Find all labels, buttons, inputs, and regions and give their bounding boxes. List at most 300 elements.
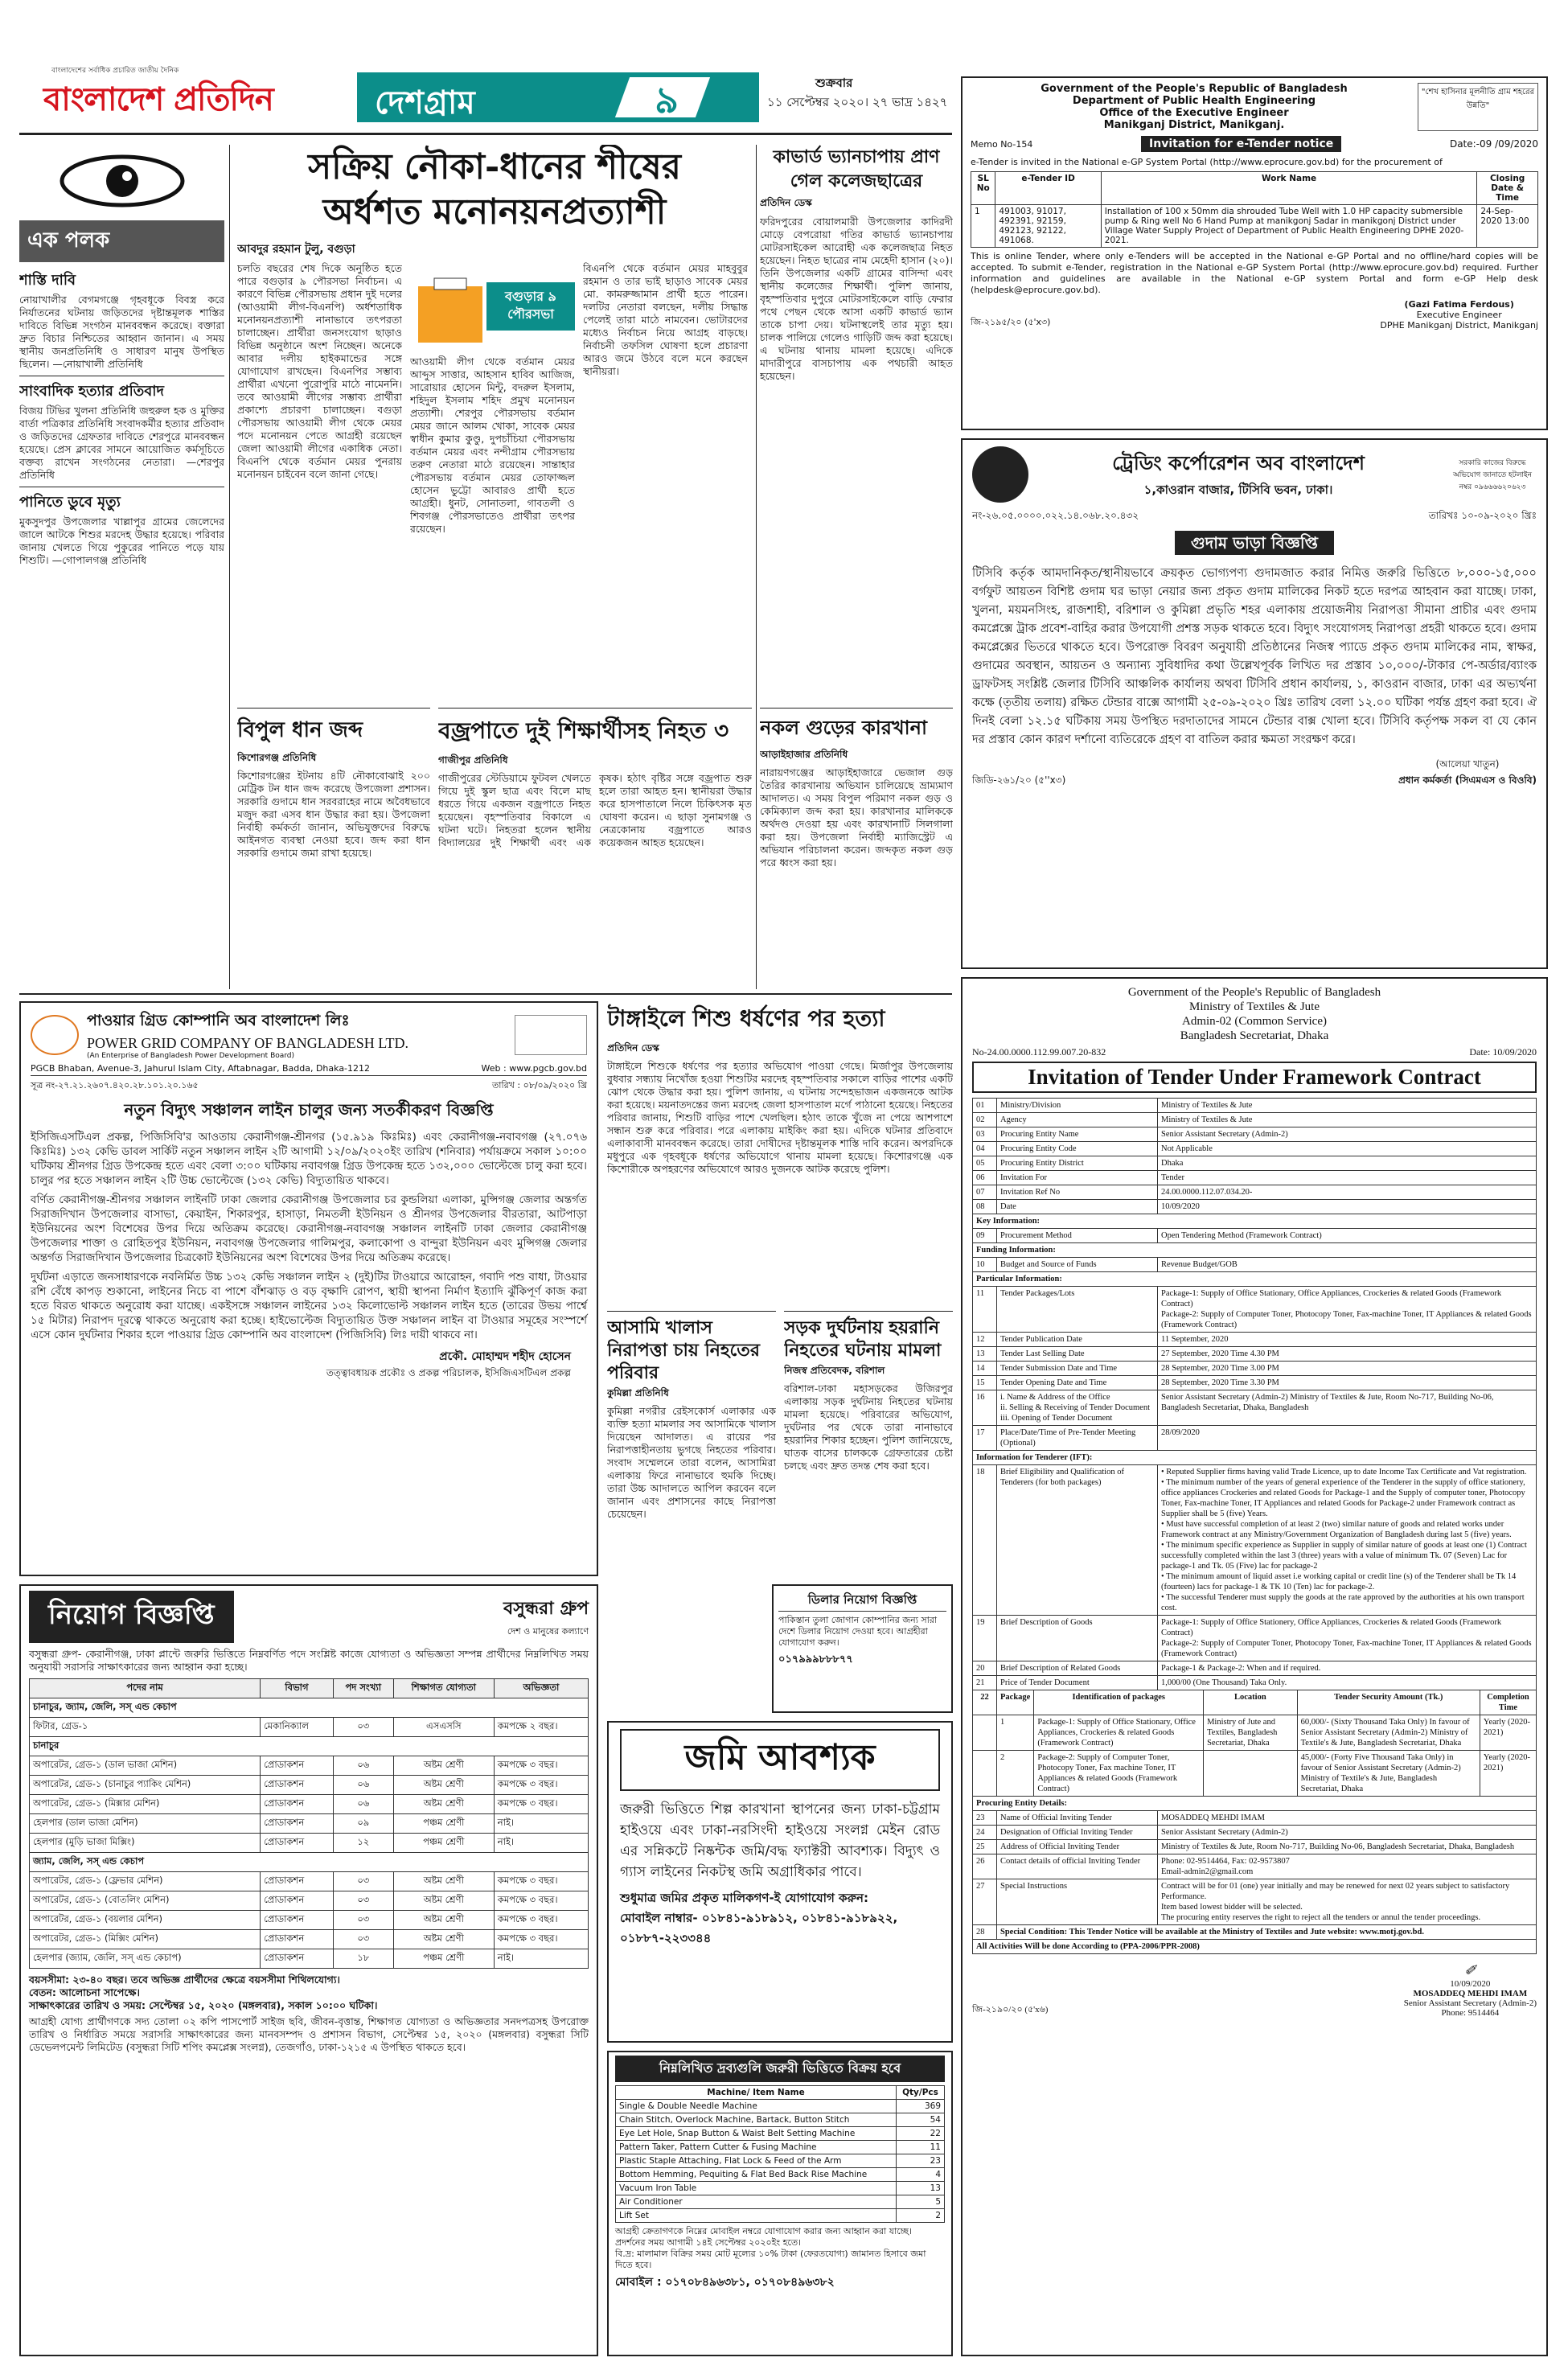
- lead-headline: সক্রিয় নৌকা-ধানের শীষের অর্ধশত মনোনয়নপ্রত্যাশী: [308, 146, 681, 232]
- table-row: [973, 1854, 1537, 1879]
- tcb-ad: ট্রেডিং কর্পোরেশন অব বাংলাদেশ ১,কাওরান বাজার, টিসিবি ভবন, ঢাকা। সরকারি কাজের বিরুদ্ধে অভিযোগ জানাতে হটলাইন নম্বর ০৯৬৬৬৬২০৬২৩ নং-২৬.০৫.০০০০.০২২.১৪.০৬৮.২০.৪৩২ তারিখঃ ১০-০৯-২০২০ খ্রিঃ গুদাম ভাড়া বিজ্ঞপ্তি টিসিবি কর্তৃক আমদানিকৃত/স্থানীয়ভাবে ক্রয়কৃত ভোগ্যপণ্য গুদামজাত করার নিমিত্ত জরুরি ভিত্তিতে ৮,০০০-১৫,০০০ বর্গফুট আয়তন বিশিষ্ট গুদাম ঘর ভাড়া নেয়ার জন্য প্রকৃত গুদাম মালিকের নিকট হতে দরপত্র আহবান করা যাচ্ছে। ঢাকা, খুলনা, ময়মনসিংহ, রাজশাহী, বরিশাল ও কুমিল্লা প্রভৃতি শহর এলাকায় প্রয়োজনীয় নিরাপত্তা সীমানা প্রাচীর এবং গুদাম কমপ্লেক্সে ট্রাক প্রবেশ-বাহির করার উপযোগী প্রশস্ত সড়ক থাকতে হবে। বিদ্যুৎ সংযোগসহ নিরাপত্তা প্রহরী থাকতে হবে। গুদাম কমপ্লেক্সের ভিতরে থাকতে হবে। উপরোক্ত বিবরণ অনুযায়ী প্রতিষ্ঠানের নিজস্ব প্যাডে প্রকৃত গুদাম মালিকের নাম, স্বাক্ষর, গুদামের অবস্থান, আয়তন ও অন্যান্য সুবিধাদির কথা উল্লেখপূর্বক লিখিত দর প্রস্তাব ১০,০০০/-টাকার পে-অর্ডার/ব্যাংক ড্রাফটসহ সংশ্লিষ্ট জেলার টিসিবি আঞ্চলিক কার্যালয় অথবা টিসিবি প্রধান কার্যালয়, ১, কাওরান বাজার, ঢাকা এর অভ্যর্থনা কক্ষে (তৃতীয় তলায়) রক্ষিত টেন্ডার বাক্সে আগামী ২৫-০৯-২০২০ খ্রিঃ তারিখ বেলা ১২.০০ ঘটিকা পর্যন্ত গ্রহণ করা হবে। ঐ দিনই বেলা ১২.১৫ ঘটিকায় সময় উপস্থিত দরদাতাদের সামনে টেন্ডার বাক্স খোলা হবে। টিসিবি কর্তৃপক্ষ সকল বা যে কোন দর প্রস্তাব কোন কারণ দর্শানো ব্যতিরেকে গ্রহণ বা বাতিল করার ক্ষমতা সংরক্ষণ করে। জিডি-২৬১/২০ (৫''x৩) (আলেয়া খাতুন) প্রধান কর্মকর্তা (সিএমএস ও বিওবি): [961, 438, 1548, 969]
- table-cell: Special Instructions: [997, 1879, 1158, 1925]
- table-cell: 16: [973, 1390, 997, 1426]
- niyog-table: [29, 1678, 589, 1969]
- table-row: [616, 2141, 945, 2154]
- lead-byline: আবদুর রহমান টুলু, বগুড়া: [237, 243, 355, 256]
- eye-icon: [19, 145, 224, 217]
- table-cell: অপারেটর, গ্রেড-১ (বয়লার মেশিন): [30, 1911, 261, 1930]
- table-cell: Dhaka: [1158, 1156, 1537, 1171]
- textiles-info-table: [972, 1098, 1537, 1690]
- table-cell: 14: [973, 1362, 997, 1376]
- table-cell: Agency: [997, 1113, 1158, 1127]
- table-cell: Ministry of Textiles & Jute: [1158, 1113, 1537, 1127]
- table-row: [973, 1465, 1537, 1616]
- table-row: [30, 1776, 589, 1795]
- table-cell: 369: [897, 2100, 945, 2113]
- table-row: [973, 1185, 1537, 1200]
- table-cell: MOSADDEQ MEHDI IMAM: [1158, 1811, 1537, 1826]
- table-row: [30, 1834, 589, 1853]
- table-cell: Not Applicable: [1158, 1142, 1537, 1156]
- textiles-package-table: [972, 1690, 1537, 1797]
- table-cell: Senior Assistant Secretary (Admin-2): [1158, 1826, 1537, 1840]
- table-header: অভিজ্ঞতা: [494, 1679, 588, 1698]
- kabhard-headline: কাভার্ড ভ্যানচাপায় প্রাণ গেল কলেজছাত্রের: [773, 146, 940, 191]
- table-cell: 27 September, 2020 Time 4.30 PM: [1158, 1347, 1537, 1362]
- table-row: [30, 1718, 589, 1737]
- table-cell: মেকানিক্যাল: [261, 1718, 334, 1737]
- table-cell: Invitation Ref No: [997, 1185, 1158, 1200]
- table-cell: Pattern Taker, Pattern Cutter & Fusing Machine: [616, 2141, 897, 2154]
- table-cell: Package-1: Supply of Office Stationary, Office Appliances, Crockeries & related Goods (Framework Contract) Package-2: Supply of Computer Toner, Photocopy Toner, Fax-machine Toner, IT Appliances & related Goods (Framework Contract): [1158, 1287, 1537, 1333]
- table-cell: Open Tendering Method (Framework Contract): [1158, 1229, 1537, 1243]
- table-cell: Tender: [1158, 1171, 1537, 1185]
- table-cell: ০৬: [333, 1776, 393, 1795]
- signature: ✐: [1463, 1962, 1476, 1978]
- table-cell: Price of Tender Document: [997, 1676, 1158, 1690]
- table-cell: প্রোডাকশন: [261, 1814, 334, 1834]
- table-cell: হেলপার (ডাল ভাজা মেশিন): [30, 1814, 261, 1834]
- tcb-logo: [972, 446, 1028, 503]
- table-cell: 19: [973, 1616, 997, 1661]
- table-cell: [973, 1751, 997, 1797]
- table-cell: Ministry of Textiles & Jute: [1158, 1099, 1537, 1113]
- table-row: [973, 1940, 1537, 1954]
- ballot-box-illustration: [410, 262, 575, 351]
- table-cell: পঞ্চম শ্রেণী: [393, 1834, 494, 1853]
- table-cell: Installation of 100 x 50mm dia shrouded Tube Well with 1.0 HP capacity submersible pump & Ring well No 6 Hand Pump at manikgonj Sadar in manikgonj District under Village Water Supply Project of Department of Public Health Engineering DPHE 2020-2021.: [1101, 205, 1477, 248]
- table-cell: কমপক্ষে ৩ বছর।: [494, 1795, 588, 1814]
- table-cell: কমপক্ষে ৩ বছর।: [494, 1930, 588, 1949]
- table-row: [616, 2154, 945, 2168]
- table-cell: Yearly (2020-2021): [1480, 1751, 1536, 1797]
- table-cell: কমপক্ষে ২ বছর।: [494, 1718, 588, 1737]
- table-header: SL No: [971, 172, 995, 205]
- table-row: [973, 1811, 1537, 1826]
- table-cell: 06: [973, 1171, 997, 1185]
- table-row: [30, 1930, 589, 1949]
- table-cell: Contract will be for 01 (one) year initially and may be renewed for next 02 years subject to satisfactory Performance. Item based lowest bidder will be selected. The procuring entity reserves the right to reject all the tenders or annul the tender proceedings.: [1158, 1879, 1537, 1925]
- dphe-notice-title: Invitation for e-Tender notice: [1141, 136, 1341, 152]
- table-cell: 23: [897, 2154, 945, 2168]
- table-section: জ্যাম, জেলি, সস্ এন্ড কেচাপ: [30, 1853, 589, 1872]
- table-cell: 28/09/2020: [1158, 1426, 1537, 1451]
- lead-body-col2: আওয়ামী লীগ থেকে বর্তমান মেয়র আব্দুস সাত্তার, আহসান হাবিব আজিজ, সারোয়ার হোসেন মিন্টু, বদরুল ইসলাম, শহিদুল ইসলাম শহিদ প্রমুখ মনোনয়ন প্রত্যাশী। শেরপুর পৌরসভায় বর্তমান মেয়র জানে আলম খোকা, সাবেক মেয়র স্বাধীন কুমার কুণ্ডু, দুপচাঁচিয়া পৌরসভায় বর্তমান মেয়র এবং নন্দীগ্রাম পৌরসভায় তরুণ নেতারা মাঠে রয়েছেন। সান্তাহার পৌরসভায় বর্তমান মেয়র তোফাজ্জল হোসেন ভুট্টো আবারও প্রার্থী হতে আগ্রহী। ধুনট, সোনাতলা, গাবতলী ও শিবগঞ্জ পৌরসভাতেও প্রার্থীরা তৎপর রয়েছেন।: [410, 355, 575, 535]
- sarak-story: সড়ক দুর্ঘটনায় হয়রানি নিহতের ঘটনায় মামলা নিজস্ব প্রতিবেদক, বরিশাল বরিশাল-ঢাকা মহাসড়কের উজিরপুর এলাকায় সড়ক দুর্ঘটনায় নিহতের ঘটনায় মামলা হয়েছে। পরিবারের অভিযোগ, দুর্ঘটনার পর থেকে তারা নানাভাবে হয়রানির শিকার হচ্ছেন। পুলিশ জানিয়েছে, ঘাতক বাসের চালককে গ্রেফতারের চেষ্টা চলছে এবং দ্রুত তদন্ত শেষ করা হবে।: [784, 1311, 953, 1576]
- table-cell: Single & Double Needle Machine: [616, 2100, 897, 2113]
- brand-logo: বাংলাদেশ প্রতিদিন: [43, 80, 273, 118]
- tcb-notice-title: গুদাম ভাড়া বিজ্ঞপ্তি: [1175, 531, 1334, 555]
- table-cell: 10: [973, 1258, 997, 1272]
- table-cell: Chain Stitch, Overlock Machine, Bartack, Button Stitch: [616, 2113, 897, 2127]
- table-header: পদ সংখ্যা: [333, 1679, 393, 1698]
- section-banner: [357, 72, 759, 122]
- table-cell: হেলপার (মুড়ি ভাজা মিক্সিং): [30, 1834, 261, 1853]
- table-cell: 04: [973, 1142, 997, 1156]
- table-cell: ০৩: [333, 1891, 393, 1911]
- table-row: [30, 1795, 589, 1814]
- table-row: [973, 1826, 1537, 1840]
- table-row: [973, 1156, 1537, 1171]
- table-cell: 11: [973, 1287, 997, 1333]
- kabhard-story: কাভার্ড ভ্যানচাপায় প্রাণ গেল কলেজছাত্রের প্রতিদিন ডেস্ক ফরিদপুরের বোয়ালমারী উপজেলার কাদিরদী মোড়ে বেপরোয়া গতির কাভার্ড ভ্যানচাপায় মোটরসাইকেল আরোহী এক কলেজছাত্র নিহত হয়েছেন। নিহত ছাত্রের নাম মেহেদী হাসান (২০)। তিনি উপজেলার একটি গ্রামের বাসিন্দা এবং স্থানীয় কলেজের শিক্ষার্থী। পুলিশ জানায়, বৃহস্পতিবার দুপুরে মোটরসাইকেলে বাড়ি ফেরার পথে পেছন থেকে আসা একটি কাভার্ড ভ্যান তাকে চাপা দেয়। ঘটনাস্থলেই তার মৃত্যু হয়। চালক পালিয়ে গেলেও গাড়িটি জব্দ করা হয়েছে। এ ঘটনায় থানায় মামলা হয়েছে। এদিকে মাদারীপুরে বাসচাপায় এক পথচারী আহত হয়েছেন।: [760, 146, 953, 382]
- land-title: জমি আবশ্যক: [620, 1729, 940, 1791]
- table-row: [973, 1925, 1537, 1940]
- table-section: Funding Information:: [973, 1243, 1537, 1258]
- table-cell: • Reputed Supplier firms having valid Trade Licence, up to date Income Tax Certificate and Vat registration. • The minimum number of the years of general experience of the Tenderer in the supply of office stationery, office appliances Crockeries and related Goods for Package-1 and the Supply of computer toner, Photocopy Toner, Fax-machine Toner, IT Appliances and related Goods for Package-2 under Framework contract as Supplier shall be 5 (five) Years. • Must have successful completion of at least 2 (two) similar nature of goods and related works under Framework contract at any Ministry/Government Organization of Bangladesh during last 5 (five) years. • The minimum specific experience as Supplier in supply of similar nature of goods at least one (1) Contract successfully completed within the last 3 (three) years with a value of minimum Tk. 07 (Seven) Lac for package-1 and Tk. 05 (Five) lac for package-2 • The minimum amount of liquid asset i.e working capital or credit line (s) of the Tenderer shall be Tk 14 (fourteen) lacs for package-1 & TK 10 (Ten) lac for package-2. • The successful Tenderer must supply the goods at the rate approved by the authorities at his own transport cost.: [1158, 1465, 1537, 1616]
- land-ad: জমি আবশ্যক জরুরী ভিত্তিতে শিল্প কারখানা স্থাপনের জন্য ঢাকা-চট্টগ্রাম হাইওয়ে এবং ঢাকা-নরসিংদী হাইওয়ে সংলগ্ন মেইন রোড এর সন্নিকটে নিষ্কন্টক জমি/বদ্ধ ফ্যাক্টরী আবশ্যক। বিদ্যুৎ ও গ্যাস লাইনের নিকটস্থ জমি অগ্রাধিকার পাবে। শুধুমাত্র জমির প্রকৃত মালিকগণ-ই যোগাযোগ করুন: মোবাইল নাম্বার- ০১৮৪১-৯১৮৯১২, ০১৮৪১-৯১৮৯২২, ০১৮৮৭-২২৩৩৪৪: [607, 1721, 953, 2043]
- table-row: [30, 1872, 589, 1891]
- table-row: [30, 1891, 589, 1911]
- table-cell: ০৩: [333, 1911, 393, 1930]
- table-cell: প্রোডাকশন: [261, 1930, 334, 1949]
- table-cell: 02: [973, 1113, 997, 1127]
- table-cell: Tender Packages/Lots: [997, 1287, 1158, 1333]
- table-cell: Senior Assistant Secretary (Admin-2): [1158, 1127, 1537, 1142]
- textiles-tender-ad: Government of the People's Republic of Bangladesh Ministry of Textiles & Jute Admin-02 (Common Service) Bangladesh Secretariat, Dhaka No-24.00.0000.112.99.007.20-832 Date: 10/09/2020 Invitation of Tender Under Framework Contract 01 Ministry/Division Ministry of Textiles & Jute 02 Agency Ministry of Textiles & Jute 03 Procuring Entity Name Senior Assistant Secretary (Admin-2) 04 Procuring Entity Code Not Applicable 05 Procuring Entity District Dhaka 06 Invitation For Tender 07 Invitation Ref No 24.00.0000.112.07.034.20- 08 Date 10/09/2020 Key Information: 09 Procurement Method Open Tendering Method (Framework Contract) Funding Information: 10 Budget and Source of Funds Revenue Budget/GOB Particular Information: 11 Tender Packages/Lots Package-1: Supply of Office Stationary, Office Appliances, Crockeries & related Goods (Framework Contract) Package-2: Supply of Computer Toner, Photocopy Toner, Fax-machine Toner, IT Appliances & related Goods (Framework Contract) 12 Tender Publication Date 11 September, 2020 13 Tender Last Selling Date 27 September, 2020 Time 4.30 PM 14 Tender Submission Date and Time 28 September, 2020 Time 3.00 PM 15 Tender Opening Date and Time 28 September, 2020 Time 3.30 PM 16 i. Name & Address of the Office ii. Selling & Receiving of Tender Document iii. Opening of Tender Document Senior Assistant Secretary (Admin-2) Ministry of Textiles & Jute, Room No-717, Building No-06, Bangladesh Secretariat, Dhaka, Bangladesh 17 Place/Date/Time of Pre-Tender Meeting (Optional) 28/09/2020 Information for Tenderer (IFT): 18 Brief Eligibility and Qualification of Tenderers (for both packages) • Reputed Supplier firms having valid Trade Licence, up to date Income Tax Certificate and Vat registration. • The minimum number of the years of general experience of the Tenderer in the supply of office stationery, office appliances Crockeries and related Goods for Package-1 and the Supply of computer toner, Photocopy Toner, Fax-machine Toner, IT Appliances and related Goods for Package-2 under Framework contract as Supplier shall be 5 (five) Years. • Must have successful completion of at least 2 (two) similar nature of goods and related works under Framework contract at any Ministry/Government Organization of Bangladesh during last 5 (five) years. • The minimum specific experience as Supplier in supply of similar nature of goods at least one (1) Contract successfully completed within the last 3 (three) years with a value of minimum Tk. 07 (Seven) Lac for package-1 and Tk. 05 (Five) lac for package-2 • The minimum amount of liquid asset i.e working capital or credit line (s) of the Tenderer shall be Tk 14 (fourteen) lacs for package-1 & TK 10 (Ten) lac for package-2. • The successful Tenderer must supply the goods at the rate approved by the authorities at his own transport cost. 19 Brief Description of Goods Package-1: Supply of Office Stationery, Office Appliances, Crockeries & related Goods (Framework Contract) Package-2: Supply of Computer Toner, Photocopy Toner, Fax-machine Toner, IT Appliances & related Goods (Framework Contract) 20 Brief Description of Related Goods Package-1 & Package-2: When and if required. 21 Price of Tender Document 1,000/00 (One Thousand) Taka Only. 22 Package Identification of packages Location Tender Security Amount (Tk.) Completion Time 1 Package-1: Supply of Office Stationary, Office Appliances, Crockeries & related Goods (Framework Contract) Ministry of Jute and Textiles, Bangladesh Secretariat, Dhaka 60,000/- (Sixty Thousand Taka Only) In favour of Senior Assistant Secretary (Admin-2) Ministry of Textile's & Jute, Bangladesh Secretariat, Dhaka Yearly (2020-2021) 2 Package-2: Supply of Computer Toner, Photocopy Toner, Fax machine Toner, IT Appliances & related Goods (Framework Contract) 45,000/- (Forty Five Thousand Taka Only) in favour of Senior Assistant Secretary (Admin-2) Ministry of Textile's & Jute, Bangladesh Secretariat, Dhaka Yearly (2020-2021) Procuring Entity Details: 23 Name of Official Inviting Tender MOSADDEQ MEHDI IMAM 24 Designation of Official Inviting Tender Senior Assistant Secretary (Admin-2) 25 Address of Official Inviting Tender Ministry of Textiles & Jute, Room No-717, Building No-06, Bangladesh Secretariat, Dhaka, Bangladesh 26 Contact details of official Inviting Tender Phone: 02-9514464, Fax: 02-9573807 Email-admin2@gmail.com 27 Special Instructions Contract will be for 01 (one) year initially and may be renewed for next 02 years subject to satisfactory Performance. Item based lowest bidder will be selected. The procuring entity reserves the right to reject all the tenders or annul the tender proceedings. 28 Special Condition: This Tender Notice will be available at the Ministry of Textiles and Jute website: www.motj.gov.bd. All Activities Will be done According to (PPA-2006/PPR-2008) জি-২১৯০/২০ (৫'x৬) ✐ 10/09/2020 MOSADDEQ MEHDI IMAM Senior Assistant Secretary (Admin-2) Phone: 9514464: [961, 977, 1548, 2356]
- table-row: [616, 2209, 945, 2223]
- table-cell: 2: [897, 2209, 945, 2223]
- table-cell: Name of Official Inviting Tender: [997, 1811, 1158, 1826]
- table-cell: ১৮: [333, 1949, 393, 1969]
- table-cell: প্রোডাকশন: [261, 1949, 334, 1969]
- lead-badge: বগুড়ার ৯ পৌরসভা: [505, 289, 556, 322]
- table-row: [973, 1426, 1537, 1451]
- table-cell: Bottom Hemming, Pequiting & Flat Bed Back Rise Machine: [616, 2168, 897, 2182]
- table-cell: Procuring Entity Code: [997, 1142, 1158, 1156]
- table-cell: 05: [973, 1156, 997, 1171]
- table-cell: কমপক্ষে ৩ বছর।: [494, 1911, 588, 1930]
- table-header: Machine/ Item Name: [616, 2086, 897, 2100]
- table-cell: নাই।: [494, 1814, 588, 1834]
- asami-story: আসামি খালাস নিরাপত্তা চায় নিহতের পরিবার কুমিল্লা প্রতিনিধি কুমিল্লা নগরীর রেইসকোর্স এলাকার এক ব্যক্তি হত্যা মামলার সব আসামিকে খালাস দিয়েছেন আদালত। এ রায়ের পর নিরাপত্তাহীনতায় ভুগছে নিহতের পরিবার। সংবাদ সম্মেলনে তারা বলেন, আসামিরা এলাকায় ফিরে নানাভাবে হুমকি দিচ্ছে। তারা উচ্চ আদালতে আপিল করবেন বলে জানান এবং প্রশাসনের কাছে নিরাপত্তা চেয়েছেন।: [607, 1311, 776, 1576]
- table-section: Key Information:: [973, 1214, 1537, 1229]
- table-cell: Phone: 02-9514464, Fax: 02-9573807 Email-admin2@gmail.com: [1158, 1854, 1537, 1879]
- table-cell: Yearly (2020-2021): [1480, 1715, 1536, 1751]
- table-row: [616, 2100, 945, 2113]
- table-cell: প্রোডাকশন: [261, 1911, 334, 1930]
- table-cell: পঞ্চম শ্রেণী: [393, 1949, 494, 1969]
- table-row: [973, 1751, 1537, 1797]
- table-cell: অপারেটর, গ্রেড-১ (ডাল ভাজা মেশিন): [30, 1756, 261, 1776]
- table-cell: Designation of Official Inviting Tender: [997, 1826, 1158, 1840]
- table-cell: i. Name & Address of the Office ii. Selling & Receiving of Tender Document iii. Opening of Tender Document: [997, 1390, 1158, 1426]
- table-cell: 1,000/00 (One Thousand) Taka Only.: [1158, 1676, 1537, 1690]
- table-cell: Procuring Entity District: [997, 1156, 1158, 1171]
- lead-story: [237, 145, 752, 708]
- table-cell: 24-Sep-2020 13:00: [1477, 205, 1538, 248]
- table-cell: এসএসসি: [393, 1718, 494, 1737]
- table-cell: ০৩: [333, 1718, 393, 1737]
- table-cell: ০৬: [333, 1756, 393, 1776]
- table-row: [973, 1287, 1537, 1333]
- table-cell: Tender Publication Date: [997, 1333, 1158, 1347]
- table-cell: অষ্টম শ্রেণী: [393, 1795, 494, 1814]
- table-cell: Brief Eligibility and Qualification of Tenderers (for both packages): [997, 1465, 1158, 1616]
- dphe-ad: Government of the People's Republic of Bangladesh Department of Public Health Engineering Office of the Executive Engineer Manikganj District, Manikganj. "শেখ হাসিনার মূলনীতি গ্রাম শহরের উন্নতি" Memo No-154 Invitation for e-Tender notice Date:-09 /09/2020 e-Tender is invited in the National e-GP System Portal (http://www.eprocure.gov.bd) for the procurement of SL No e-Tender ID Work Name Closing Date & Time 1 491003, 91017, 492391, 92159, 492123, 92122, 491068. Installation of 100 x 50mm dia shrouded Tube Well with 1.0 HP capacity submersible pump & Ring well No 6 Hand Pump at manikgonj Sadar in manikgonj District under Village Water Supply Project of Department of Public Health Engineering DPHE 2020-2021. 24-Sep-2020 13:00 This is online Tender, where only e-Tenders will be accepted in the National e-GP Portal and no offline/hard copies will be accepted. To submit e-Tender, registration in the National e-GP System Portal (http://www.eprocure.gov.bd) required. Further information and guidelines are available in the National e-GP system Portal and form e-GP Help desk (helpdesk@eprocure.gov.bd). জি-২১৯৫/২০ (৫'x৩) (Gazi Fatima Ferdous) Executive Engineer DPHE Manikganj District, Manikganj: [961, 76, 1548, 430]
- table-row: [30, 1737, 589, 1756]
- table-cell: Air Conditioner: [616, 2195, 897, 2209]
- pgcb-ad: পাওয়ার গ্রিড কোম্পানি অব বাংলাদেশ লিঃ POWER GRID COMPANY OF BANGLADESH LTD. (An Enterprise of Bangladesh Power Development Board) PGCB Bhaban, Avenue-3, Jahurul Islam City, Aftabnagar, Badda, Dhaka-1212 Web : www.pgcb.gov.bd সূত্র নং-২৭.২১.২৬০৭.৪২০.২৮.১০১.২০.১৬৫ তারিখ : ০৮/০৯/২০২০ খ্রি নতুন বিদ্যুৎ সঞ্চালন লাইন চালুর জন্য সতর্কীকরণ বিজ্ঞপ্তি ইসিজিএসটিএল প্রকল্প, পিজিসিবি'র আওতায় কেরানীগঞ্জ-শ্রীনগর (১৫.৯১৯ কিঃমিঃ) এবং কেরানীগঞ্জ-নবাবগঞ্জ (২৭.০৭৬ কিঃমিঃ) ১৩২ কেভি ডাবল সার্কিট নতুন সঞ্চালন লাইন ২টি আগামী ১২/০৯/২০২০ইং তারিখ (শনিবার) পর্যায়ক্রমে সকাল ১০:০০ ঘটিকায় শ্রীনগর গ্রিড উপকেন্দ্র হতে এবং বেলা ৩:০০ ঘটিকায় নবাবগঞ্জ গ্রিড উপকেন্দ্র হতে ১৩২,০০০ ভোল্টেজে চালু করা হবে। চালুর পর হতে সঞ্চালন লাইন ২টি উচ্চ ভোল্টেজে (১৩২ কেভি) বিদ্যুতায়িত থাকবে। বর্ণিত কেরানীগঞ্জ-শ্রীনগর সঞ্চালন লাইনটি ঢাকা জেলার কেরানীগঞ্জ উপজেলার চর কুন্ডলিয়া এলাকা, মুন্সিগঞ্জ জেলার অন্তর্গত সিরাজদিখান উপজেলার বাসাভা, কেয়াইন, শিকারপুর, হাসাড়া, নিমতলী ইউনিয়ন ও শ্রীনগর উপজেলার বীরতারা, আটপাড়া ইউনিয়নের অংশ বিশেষের উপর দিয়ে অতিক্রম করেছে। কেরানীগঞ্জ-নবাবগঞ্জ সঞ্চালন লাইনটি ঢাকা জেলার কেরানীগঞ্জ উপজেলার শাক্তা ও রোহিতপুর ইউনিয়ন, নবাবগঞ্জ উপজেলার গালিমপুর, কলাকোপা ও বান্দুরা ইউনিয়ন এবং মুন্সিগঞ্জ জেলার অন্তর্গত সিরাজদিখান উপজেলার চিত্রকোট ইউনিয়নের অংশ বিশেষের উপর দিয়ে অতিক্রম করেছে। দুর্ঘটনা এড়াতে জনসাধারণকে নবনির্মিত উচ্চ ১৩২ কেভি সঞ্চালন লাইন ২ (দুই)টির টাওয়ারে আরোহন, গবাদি পশু বাধা, টাওয়ার রশি বেঁধে কাপড় শুকানো, লাইনের নিচে বা পাশে বাঁশঝাড় ও বড় বৃক্ষাদি রোপণ, স্থায়ী স্থাপনা নির্মাণ ইত্যাদি ঝুঁকিপূর্ণ কাজ করা হতে বিরত থাকতে অনুরোধ করা যাচ্ছে। একইসঙ্গে সঞ্চালন লাইনের ১৩২ কিলোভোল্ট সঞ্চালন লাইন হতে (তারের উভয় পার্শ্বে ১৫ মিটার) নিরাপদ দূরত্বে থাকতে অনুরোধ করা হচ্ছে। হাইভোল্টেজ বিদ্যুতায়িত উক্ত সঞ্চালন লাইন বা টাওয়ার সমূহের সংস্পর্শে এসে কোন দুর্ঘটনার শিকার হলে পাওয়ার গ্রিড কোম্পানি অব বাংলাদেশ (পিজিসিবি) লিঃ দায়ী থাকবে না। প্রকৌ. মোহাম্মদ শহীদ হোসেন তত্ত্বাবধায়ক প্রকৌঃ ও প্রকল্প পরিচালক, ইসিজিএসটিএল প্রকল্প: [19, 1001, 598, 1576]
- table-row: [616, 2168, 945, 2182]
- lead-body-col1: চলতি বছরের শেষ দিকে অনুষ্ঠিত হতে পারে বগুড়ার ৯ পৌরসভা নির্বাচন। এ কারণে বিভিন্ন পৌরসভায় প্রধান দুই দলের (আওয়ামী লীগ-বিএনপি) অর্ধশতাধিক মনোনয়নপ্রত্যাশী নানাভাবে তৎপরতা চালাচ্ছেন। প্রার্থীরা জনসংযোগ ছাড়াও বিভিন্ন অনুষ্ঠানে অংশ নিচ্ছেন। অনেকে আবার দলীয় হাইকমান্ডের সঙ্গে যোগাযোগ রাখছেন। বিএনপির সম্ভাব্য প্রার্থীরা এখনো পুরোপুরি মাঠে নামেননি। তবে আওয়ামী লীগের সম্ভাব্য প্রার্থীরা প্রকাশ্যে প্রচারণা চালাচ্ছেন। বগুড়া পৌরসভায় আওয়ামী লীগ থেকে মেয়র পদে মনোনয়ন পেতে আগ্রহী রয়েছেন জেলা আওয়ামী লীগের একাধিক নেতা। বিএনপি থেকে বর্তমান মেয়র পুনরায় মনোনয়ন চাইবেন বলে জানা গেছে।: [237, 262, 402, 480]
- table-row: [973, 1715, 1537, 1751]
- ek-palok-column: [19, 145, 224, 989]
- table-cell: প্রোডাকশন: [261, 1795, 334, 1814]
- table-cell: 4: [897, 2168, 945, 2182]
- issue-date: ১১ সেপ্টেম্বর ২০২০। ২৭ ভাদ্র ১৪২৭: [767, 95, 948, 109]
- mujib-year-logo: [515, 1015, 587, 1055]
- table-cell: 5: [897, 2195, 945, 2209]
- table-cell: ফিটার, গ্রেড-১: [30, 1718, 261, 1737]
- table-cell: 24: [973, 1826, 997, 1840]
- issue-day: শুক্রবার: [815, 76, 853, 90]
- table-cell: ০৬: [333, 1795, 393, 1814]
- table-cell: কমপক্ষে ৩ বছর।: [494, 1891, 588, 1911]
- table-row: [973, 1376, 1537, 1390]
- table-section: চানাচুর, জ্যাম, জেলি, সস্ এন্ড কেচাপ: [30, 1698, 589, 1718]
- table-row: [973, 1243, 1537, 1258]
- table-row: [973, 1451, 1537, 1465]
- table-header: Qty/Pcs: [897, 2086, 945, 2100]
- table-row: [973, 1142, 1537, 1156]
- table-cell: [1204, 1751, 1298, 1797]
- table-cell: ০৩: [333, 1930, 393, 1949]
- table-cell: ০৩: [333, 1872, 393, 1891]
- table-header: শিক্ষাগত যোগ্যতা: [393, 1679, 494, 1698]
- table-cell: Eye Let Hole, Snap Button & Waist Belt Setting Machine: [616, 2127, 897, 2141]
- table-row: [616, 2127, 945, 2141]
- table-cell: Brief Description of Goods: [997, 1616, 1158, 1661]
- masthead: [19, 64, 952, 129]
- table-section: চানাচুর: [30, 1737, 589, 1756]
- table-cell: Senior Assistant Secretary (Admin-2) Ministry of Textiles & Jute, Room No-717, Building No-06, Bangladesh Secretariat, Dhaka, Bangladesh: [1158, 1390, 1537, 1426]
- table-row: [973, 1390, 1537, 1426]
- table-cell: Revenue Budget/GOB: [1158, 1258, 1537, 1272]
- table-cell: 2: [997, 1751, 1034, 1797]
- dphe-slogan: "শেখ হাসিনার মূলনীতি গ্রাম শহরের উন্নতি": [1418, 83, 1538, 131]
- table-row: [973, 1661, 1537, 1676]
- table-row: [973, 1258, 1537, 1272]
- lead-body-col3: বিএনপি থেকে বর্তমান মেয়র মাহবুবুর রহমান ও তার ভাই ছাড়াও সাবেক মেয়র মো. কামরুজ্জামান প্রার্থী হতে পারেন। দলটির নেতারা বলছেন, দলীয় সিদ্ধান্ত পেলেই তারা মাঠে নামবেন। ভোটারদের মধ্যেও নির্বাচন নিয়ে আগ্রহ বাড়ছে। নির্বাচনী তফসিল ঘোষণা হলে প্রচারণা আরও জমে উঠবে বলে মনে করছেন স্থানীয়রা।: [583, 262, 748, 377]
- table-cell: 28 September, 2020 Time 3.30 PM: [1158, 1376, 1537, 1390]
- table-header: e-Tender ID: [995, 172, 1101, 205]
- table-cell: প্রোডাকশন: [261, 1834, 334, 1853]
- textiles-title: Invitation of Tender Under Framework Contract: [972, 1062, 1537, 1093]
- table-cell: প্রোডাকশন: [261, 1756, 334, 1776]
- table-cell: 26: [973, 1854, 997, 1879]
- table-cell: Invitation For: [997, 1171, 1158, 1185]
- nakol-story: নকল গুড়ের কারখানা আড়াইহাজার প্রতিনিধি নারায়ণগঞ্জের আড়াইহাজারে ভেজাল গুড় তৈরির কারখানায় অভিযান চালিয়েছে ভ্রাম্যমাণ আদালত। এ সময় বিপুল পরিমাণ নকল গুড় ও কেমিক্যাল জব্দ করা হয়। কারখানার মালিককে অর্থদণ্ড দেওয়া হয় এবং কারখানাটি সিলগালা করা হয়। উপজেলা নির্বাহী ম্যাজিস্ট্রেট এ অভিযান পরিচালনা করেন। জব্দকৃত নকল গুড় পরে ধ্বংস করা হয়।: [760, 708, 953, 989]
- table-cell: পঞ্চম শ্রেণী: [393, 1814, 494, 1834]
- brand-tagline: বাংলাদেশের সর্বাধিক প্রচারিত জাতীয় দৈনিক: [51, 67, 179, 75]
- table-row: [973, 1272, 1537, 1287]
- table-cell: অষ্টম শ্রেণী: [393, 1872, 494, 1891]
- table-cell: Procurement Method: [997, 1229, 1158, 1243]
- table-header: পদের নাম: [30, 1679, 261, 1698]
- table-cell: অষ্টম শ্রেণী: [393, 1776, 494, 1795]
- table-row: [973, 1616, 1537, 1661]
- table-row: [973, 1362, 1537, 1376]
- table-cell: 28 September, 2020 Time 3.00 PM: [1158, 1362, 1537, 1376]
- table-cell: Tender Opening Date and Time: [997, 1376, 1158, 1390]
- ek-palok-item: সাংবাদিক হত্যার প্রতিবাদ বিজয় টিভির খুলনা প্রতিনিধি জহুরুল হক ও মুক্তির বার্তা পত্রিকার প্রতিনিধি সংবাদকর্মীর হত্যার প্রতিবাদ ও জড়িতদের গ্রেফতার দাবিতে শেরপুরে মানববন্ধন হয়েছে। প্রেস ক্লাবের সামনে আয়োজিত কর্মসূচিতে বক্তব্য রাখেন সংগঠনের নেতারা। —শেরপুর প্রতিনিধি: [19, 383, 224, 481]
- table-cell: 12: [973, 1333, 997, 1347]
- table-row: [30, 1853, 589, 1872]
- table-cell: 03: [973, 1127, 997, 1142]
- bipul-story: বিপুল ধান জব্দ কিশোরগঞ্জ প্রতিনিধি কিশোরগঞ্জের ইটনায় ৪টি নৌকাবোঝাই ২০০ মেট্রিক টন ধান জব্দ করেছে উপজেলা প্রশাসন। সরকারি গুদামে ধান সরবরাহের নামে অবৈধভাবে মজুদ করা এসব ধান উদ্ধার করা হয়। উপজেলা নির্বাহী কর্মকর্তা জানান, অভিযুক্তদের বিরুদ্ধে আইনগত ব্যবস্থা নেওয়া হবে। জব্দ করা ধান সরকারি গুদামে জমা রাখা হয়েছে।: [237, 708, 430, 989]
- dphe-table: [971, 171, 1538, 248]
- table-header: Identification of packages: [1034, 1690, 1204, 1715]
- table-cell: 09: [973, 1229, 997, 1243]
- table-cell: ০৯: [333, 1814, 393, 1834]
- table-cell: অষ্টম শ্রেণী: [393, 1756, 494, 1776]
- table-cell: Ministry/Division: [997, 1099, 1158, 1113]
- table-cell: Lift Set: [616, 2209, 897, 2223]
- table-cell: Address of Official Inviting Tender: [997, 1840, 1158, 1854]
- niyog-title: নিয়োগ বিজ্ঞপ্তি: [29, 1591, 234, 1643]
- table-cell: Ministry of Jute and Textiles, Bangladesh Secretariat, Dhaka: [1204, 1715, 1298, 1751]
- table-cell: 17: [973, 1426, 997, 1451]
- table-cell: প্রোডাকশন: [261, 1891, 334, 1911]
- table-section: Special Condition: This Tender Notice will be available at the Ministry of Textiles and Jute website: www.motj.gov.bd.: [997, 1925, 1537, 1940]
- dealer-ad: ডিলার নিয়োগ বিজ্ঞপ্তি পাকিস্তান তুলা জোগান কোম্পানির জন্য সারা দেশে ডিলার নিয়োগ দেওয়া হবে। আগ্রহীরা যোগাযোগ করুন। ০১৭৯৯৯৮৮৮৭৭: [772, 1584, 953, 1713]
- ek-palok-item: পানিতে ডুবে মৃত্যু মুকসুদপুর উপজেলার খাল্লাপুর গ্রামের জেলেদের জালে আটকে শিশুর মরদেহ উদ্ধার হয়েছে। পরিবার জানায় খেলতে গিয়ে পুকুরের পানিতে পড়ে যায় শিশুটি। —গোপালগঞ্জ প্রতিনিধি: [19, 494, 224, 566]
- table-cell: 23: [973, 1811, 997, 1826]
- table-row: [30, 1949, 589, 1969]
- table-row: [973, 1879, 1537, 1925]
- table-row: [30, 1698, 589, 1718]
- table-cell: Package-1 & Package-2: When and if required.: [1158, 1661, 1537, 1676]
- table-cell: অষ্টম শ্রেণী: [393, 1911, 494, 1930]
- table-cell: 25: [973, 1840, 997, 1854]
- table-cell: Date: [997, 1200, 1158, 1214]
- table-cell: Contact details of official Inviting Tender: [997, 1854, 1158, 1879]
- table-header: Closing Date & Time: [1477, 172, 1538, 205]
- table-cell: নাই।: [494, 1834, 588, 1853]
- table-section: Procuring Entity Details:: [973, 1797, 1537, 1811]
- table-cell: 1: [997, 1715, 1034, 1751]
- table-cell: 60,000/- (Sixty Thousand Taka Only) In favour of Senior Assistant Secretary (Admin-2) Ministry of Textile's & Jute, Bangladesh Secretariat, Dhaka: [1297, 1715, 1480, 1751]
- table-cell: কমপক্ষে ৩ বছর।: [494, 1872, 588, 1891]
- table-cell: নাই।: [494, 1949, 588, 1969]
- section-name: দেশগ্রাম: [375, 84, 475, 121]
- table-cell: 15: [973, 1376, 997, 1390]
- table-cell: 22: [897, 2127, 945, 2141]
- table-row: [973, 1127, 1537, 1142]
- table-header: Work Name: [1101, 172, 1477, 205]
- table-cell: অপারেটর, গ্রেড-১ (মিক্সিং মেশিন): [30, 1930, 261, 1949]
- table-row: [973, 1333, 1537, 1347]
- table-cell: Budget and Source of Funds: [997, 1258, 1158, 1272]
- table-cell: 20: [973, 1661, 997, 1676]
- table-cell: Package-1: Supply of Office Stationary, Office Appliances, Crockeries & related Goods (Framework Contract): [1034, 1715, 1204, 1751]
- table-cell: Vacuum Iron Table: [616, 2182, 897, 2195]
- table-cell: Package-2: Supply of Computer Toner, Photocopy Toner, Fax machine Toner, IT Appliances & related Goods (Framework Contract): [1034, 1751, 1204, 1797]
- table-cell: 27: [973, 1879, 997, 1925]
- table-cell: কমপক্ষে ৩ বছর।: [494, 1756, 588, 1776]
- table-cell: Package-1: Supply of Office Stationery, Office Appliances, Crockeries & related Goods (Framework Contract) Package-2: Supply of Computer Toner, Photocopy Toner, Fax-machine Toner, IT Appliances & related Goods (Framework Contract): [1158, 1616, 1537, 1661]
- table-cell: ১২: [333, 1834, 393, 1853]
- table-cell: 10/09/2020: [1158, 1200, 1537, 1214]
- table-header: Tender Security Amount (Tk.): [1297, 1690, 1480, 1715]
- table-cell: 07: [973, 1185, 997, 1200]
- table-cell: 11 September, 2020: [1158, 1333, 1537, 1347]
- table-section: Particular Information:: [973, 1272, 1537, 1287]
- table-cell: Procuring Entity Name: [997, 1127, 1158, 1142]
- table-header: বিভাগ: [261, 1679, 334, 1698]
- table-cell: 28: [973, 1925, 997, 1940]
- table-cell: অপারেটর, গ্রেড-১ (মিক্সার মেশিন): [30, 1795, 261, 1814]
- table-cell: 01: [973, 1099, 997, 1113]
- pgcb-title: নতুন বিদ্যুৎ সঞ্চালন লাইন চালুর জন্য সতর্কীকরণ বিজ্ঞপ্তি: [124, 1100, 494, 1119]
- table-cell: অপারেটর, গ্রেড-১ (চানাচুর প্যাকিং মেশিন): [30, 1776, 261, 1795]
- table-header: 22: [973, 1690, 997, 1715]
- table-cell: 45,000/- (Forty Five Thousand Taka Only) in favour of Senior Assistant Secretary (Admin-2) Ministry of Textile's & Jute, Bangladesh Secretariat, Dhaka: [1297, 1751, 1480, 1797]
- table-row: [973, 1676, 1537, 1690]
- table-header: Package: [997, 1690, 1034, 1715]
- machine-table: [615, 2085, 945, 2223]
- table-cell: অপারেটর, গ্রেড-১ (বোতলিং মেশিন): [30, 1891, 261, 1911]
- table-cell: Tender Last Selling Date: [997, 1347, 1158, 1362]
- table-cell: হেলপার (জ্যাম, জেলি, সস্ এন্ড কেচাপ): [30, 1949, 261, 1969]
- page-number: ৯: [655, 78, 679, 121]
- table-cell: অষ্টম শ্রেণী: [393, 1930, 494, 1949]
- table-cell: 54: [897, 2113, 945, 2127]
- table-cell: প্রোডাকশন: [261, 1872, 334, 1891]
- niyog-ad: নিয়োগ বিজ্ঞপ্তি বসুন্ধরা গ্রুপ দেশ ও মানুষের কল্যাণে বসুন্ধরা গ্রুপ- কেরানীগঞ্জ, ঢাকা প্লান্টে জরুরি ভিত্তিতে নিম্নবর্ণিত পদে সংশ্লিষ্ট কাজে যোগ্যতা ও অভিজ্ঞতা সম্পন্ন প্রার্থীদের নিম্নলিখিত সময় অনুযায়ী সরাসরি সাক্ষাৎকারের জন্য আহ্বান করা হচ্ছে। পদের নাম বিভাগ পদ সংখ্যা শিক্ষাগত যোগ্যতা অভিজ্ঞতা চানাচুর, জ্যাম, জেলি, সস্ এন্ড কেচাপ ফিটার, গ্রেড-১ মেকানিক্যাল ০৩ এসএসসি কমপক্ষে ২ বছর। চানাচুর অপারেটর, গ্রেড-১ (ডাল ভাজা মেশিন) প্রোডাকশন ০৬ অষ্টম শ্রেণী কমপক্ষে ৩ বছর। অপারেটর, গ্রেড-১ (চানাচুর প্যাকিং মেশিন) প্রোডাকশন ০৬ অষ্টম শ্রেণী কমপক্ষে ৩ বছর। অপারেটর, গ্রেড-১ (মিক্সার মেশিন) প্রোডাকশন ০৬ অষ্টম শ্রেণী কমপক্ষে ৩ বছর। হেলপার (ডাল ভাজা মেশিন) প্রোডাকশন ০৯ পঞ্চম শ্রেণী নাই। হেলপার (মুড়ি ভাজা মিক্সিং) প্রোডাকশন ১২ পঞ্চম শ্রেণী নাই। জ্যাম, জেলি, সস্ এন্ড কেচাপ অপারেটর, গ্রেড-১ (ফ্লেভার মেশিন) প্রোডাকশন ০৩ অষ্টম শ্রেণী কমপক্ষে ৩ বছর। অপারেটর, গ্রেড-১ (বোতলিং মেশিন) প্রোডাকশন ০৩ অষ্টম শ্রেণী কমপক্ষে ৩ বছর। অপারেটর, গ্রেড-১ (বয়লার মেশিন) প্রোডাকশন ০৩ অষ্টম শ্রেণী কমপক্ষে ৩ বছর। অপারেটর, গ্রেড-১ (মিক্সিং মেশিন) প্রোডাকশন ০৩ অষ্টম শ্রেণী কমপক্ষে ৩ বছর। হেলপার (জ্যাম, জেলি, সস্ এন্ড কেচাপ) প্রোডাকশন ১৮ পঞ্চম শ্রেণী নাই। বয়সসীমা: ২৩-৪০ বছর। তবে অভিজ্ঞ প্রার্থীদের ক্ষেত্রে বয়সসীমা শিথিলযোগ্য। বেতন: আলোচনা সাপেক্ষে। সাক্ষাৎকারের তারিখ ও সময়: সেপ্টেম্বর ১৫, ২০২০ (মঙ্গলবার), সকাল ১০:০০ ঘটিকা। আগ্রহী যোগ্য প্রার্থীগণকে সদ্য তোলা ০২ কপি পাসপোর্ট সাইজ ছবি, জীবন-বৃত্তান্ত, শিক্ষাগত যোগ্যতা ও অভিজ্ঞতার সনদপত্রসহ উপরোক্ত তারিখ ও নির্ধারিত সময়ে সরাসরি সাক্ষাৎকারের জন্য মানবসম্পদ ও প্রশাসন বিভাগ, সেপ্টেম্বর ১৫, ২০২০ (মঙ্গলবার) বসুন্ধরা সিটি ডেভেলপমেন্ট লিমিটেড (বসুন্ধরা সিটি শপিং কমপ্লেক্স সংলগ্ন), তেজগাঁও, ঢাকা-১২১৫ এ উপস্থিত থাকতে হবে।: [19, 1584, 598, 2356]
- table-cell: 491003, 91017, 492391, 92159, 492123, 92122, 491068.: [995, 205, 1101, 248]
- table-cell: 18: [973, 1465, 997, 1616]
- table-row: [973, 1214, 1537, 1229]
- table-cell: Brief Description of Related Goods: [997, 1661, 1158, 1676]
- table-cell: Tender Submission Date and Time: [997, 1362, 1158, 1376]
- pgcb-logo: [31, 1015, 79, 1055]
- table-cell: 08: [973, 1200, 997, 1214]
- table-row: [973, 1347, 1537, 1362]
- table-row: [973, 1200, 1537, 1214]
- table-cell: অষ্টম শ্রেণী: [393, 1891, 494, 1911]
- textiles-official-table: [972, 1796, 1537, 1954]
- ek-palok-label: এক পলক: [19, 220, 224, 262]
- table-row: [30, 1814, 589, 1834]
- table-cell: 11: [897, 2141, 945, 2154]
- table-cell: প্রোডাকশন: [261, 1776, 334, 1795]
- table-row: [616, 2195, 945, 2209]
- table-row: [973, 1171, 1537, 1185]
- bojropat-story: বজ্রপাতে দুই শিক্ষার্থীসহ নিহত ৩ গাজীপুর প্রতিনিধি গাজীপুরের স্টেডিয়ামে ফুটবল খেলতে গিয়ে দুই স্কুল ছাত্র এবং বিলে মাছ ধরতে গিয়ে একজন বজ্রপাতে নিহত হয়েছেন। বৃহস্পতিবার বিকালে এ ঘটনা ঘটে। নিহতরা হলেন স্থানীয় বিদ্যালয়ের দুই শিক্ষার্থী এবং এক কৃষক। হঠাৎ বৃষ্টির সঙ্গে বজ্রপাত শুরু হলে তারা আহত হন। স্থানীয়রা উদ্ধার করে হাসপাতালে নিলে চিকিৎসক মৃত ঘোষণা করেন। এ ছাড়া সুনামগঞ্জ ও নেত্রকোনায় বজ্রপাতে আরও কয়েকজন আহত হয়েছেন।: [438, 708, 752, 989]
- machine-ad: নিম্নলিখিত দ্রব্যগুলি জরুরী ভিত্তিতে বিক্রয় হবে Machine/ Item Name Qty/Pcs Single & Double Needle Machine 369 Chain Stitch, Overlock Machine, Bartack, Button Stitch 54 Eye Let Hole, Snap Button & Waist Belt Setting Machine 22 Pattern Taker, Pattern Cutter & Fusing Machine 11 Plastic Staple Attaching, Flat Lock & Feed of the Arm 23 Bottom Hemming, Pequiting & Flat Bed Back Rise Machine 4 Vacuum Iron Table 13 Air Conditioner 5 Lift Set 2 আগ্রহী ক্রেতাগণকে নিম্নের মোবাইল নম্বরে যোগাযোগ করার জন্য আহ্বান করা যাচ্ছে। প্রদর্শনের সময় আগামী ১৪ই সেপ্টেম্বর ২০২০ইং হতে। বি.দ্র: মালামাল বিক্রির সময় মোট মূল্যের ১০% টাকা (ফেরতযোগ্য) জামানত হিসাবে জমা দিতে হবে। মোবাইল : ০১৭০৮৪৯৬৩৮১, ০১৭০৮৪৯৬৩৮২: [607, 2051, 953, 2356]
- table-header: Completion Time: [1480, 1690, 1536, 1715]
- table-cell: কমপক্ষে ৩ বছর।: [494, 1776, 588, 1795]
- table-header: Location: [1204, 1690, 1298, 1715]
- table-cell: 1: [971, 205, 995, 248]
- table-row: [616, 2113, 945, 2127]
- table-cell: 13: [897, 2182, 945, 2195]
- table-cell: Plastic Staple Attaching, Flat Lock & Feed of the Arm: [616, 2154, 897, 2168]
- table-cell: 21: [973, 1676, 997, 1690]
- table-cell: অপারেটর, গ্রেড-১ (ফ্লেভার মেশিন): [30, 1872, 261, 1891]
- table-row: [30, 1756, 589, 1776]
- table-cell: [973, 1715, 997, 1751]
- table-cell: Place/Date/Time of Pre-Tender Meeting (Optional): [997, 1426, 1158, 1451]
- ek-palok-item: শাস্তি দাবি নোয়াখালীর বেগমগঞ্জে গৃহবধূকে বিবস্ত্র করে নির্যাতনের ঘটনায় জড়িতদের দৃষ্টান্তমূলক শাস্তির দাবিতে বিভিন্ন সংগঠন মানববন্ধন করেছে। বক্তারা দ্রুত বিচার নিশ্চিতের আহ্বান জানান। এ সময় স্থানীয় জনপ্রতিনিধি ও সাধারণ মানুষ উপস্থিত ছিলেন। —নোয়াখালী প্রতিনিধি: [19, 272, 224, 370]
- table-section: Information for Tenderer (IFT):: [973, 1451, 1537, 1465]
- table-cell: 13: [973, 1347, 997, 1362]
- table-cell: Ministry of Textiles & Jute, Room No-717, Building No-06, Bangladesh Secretariat, Dhaka, Bangladesh: [1158, 1840, 1537, 1854]
- table-row: [973, 1229, 1537, 1243]
- table-row: [973, 1797, 1537, 1811]
